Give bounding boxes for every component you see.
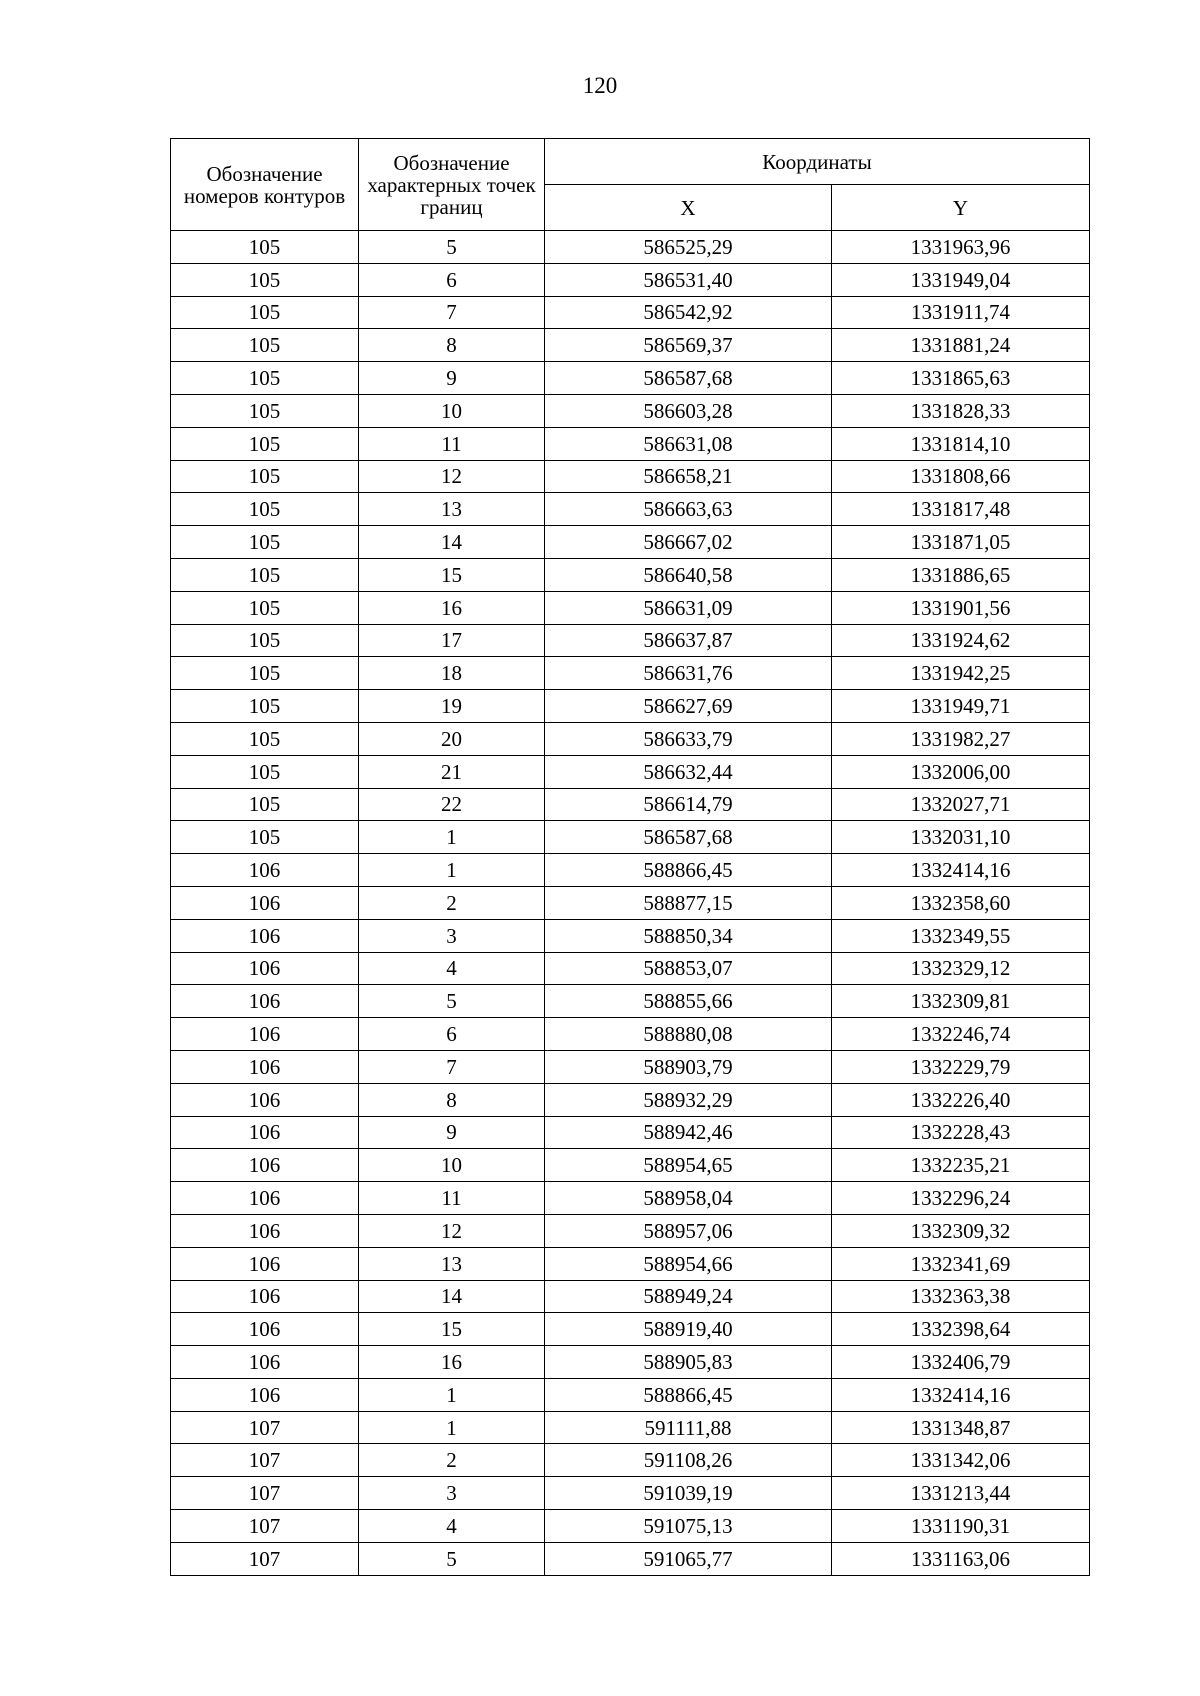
cell-contour-number: 106 bbox=[171, 1116, 359, 1149]
cell-contour-number: 106 bbox=[171, 886, 359, 919]
cell-point-number: 5 bbox=[359, 231, 545, 264]
cell-y-coordinate: 1331901,56 bbox=[832, 591, 1090, 624]
table-row bbox=[171, 952, 1090, 985]
cell-y-coordinate: 1332006,00 bbox=[832, 755, 1090, 788]
cell-point-number: 14 bbox=[359, 1280, 545, 1313]
cell-point-number: 9 bbox=[359, 1116, 545, 1149]
cell-x-coordinate: 586614,79 bbox=[545, 788, 832, 821]
cell-contour-number: 105 bbox=[171, 427, 359, 460]
cell-y-coordinate: 1332226,40 bbox=[832, 1083, 1090, 1116]
cell-contour-number: 105 bbox=[171, 690, 359, 723]
cell-y-coordinate: 1331808,66 bbox=[832, 460, 1090, 493]
cell-contour-number: 105 bbox=[171, 362, 359, 395]
cell-point-number: 10 bbox=[359, 1149, 545, 1182]
cell-point-number: 22 bbox=[359, 788, 545, 821]
cell-x-coordinate: 588855,66 bbox=[545, 985, 832, 1018]
cell-y-coordinate: 1332414,16 bbox=[832, 1378, 1090, 1411]
cell-x-coordinate: 586667,02 bbox=[545, 526, 832, 559]
table-row bbox=[171, 1346, 1090, 1379]
cell-x-coordinate: 586587,68 bbox=[545, 362, 832, 395]
cell-contour-number: 106 bbox=[171, 1050, 359, 1083]
cell-contour-number: 106 bbox=[171, 1346, 359, 1379]
cell-point-number: 16 bbox=[359, 1346, 545, 1379]
cell-contour-number: 105 bbox=[171, 296, 359, 329]
cell-contour-number: 105 bbox=[171, 821, 359, 854]
table-row bbox=[171, 821, 1090, 854]
table-row bbox=[171, 1411, 1090, 1444]
cell-x-coordinate: 588932,29 bbox=[545, 1083, 832, 1116]
cell-y-coordinate: 1331871,05 bbox=[832, 526, 1090, 559]
table-row bbox=[171, 362, 1090, 395]
cell-point-number: 6 bbox=[359, 263, 545, 296]
cell-x-coordinate: 586632,44 bbox=[545, 755, 832, 788]
cell-x-coordinate: 588850,34 bbox=[545, 919, 832, 952]
cell-x-coordinate: 588958,04 bbox=[545, 1182, 832, 1215]
cell-x-coordinate: 591075,13 bbox=[545, 1510, 832, 1543]
cell-contour-number: 105 bbox=[171, 558, 359, 591]
cell-x-coordinate: 586542,92 bbox=[545, 296, 832, 329]
table-row bbox=[171, 985, 1090, 1018]
table-row bbox=[171, 1510, 1090, 1543]
table-row bbox=[171, 231, 1090, 264]
table-row bbox=[171, 919, 1090, 952]
cell-y-coordinate: 1332027,71 bbox=[832, 788, 1090, 821]
cell-contour-number: 105 bbox=[171, 231, 359, 264]
cell-contour-number: 105 bbox=[171, 460, 359, 493]
cell-point-number: 2 bbox=[359, 886, 545, 919]
cell-x-coordinate: 586603,28 bbox=[545, 394, 832, 427]
table-body bbox=[171, 231, 1090, 1576]
cell-contour-number: 105 bbox=[171, 263, 359, 296]
cell-x-coordinate: 588903,79 bbox=[545, 1050, 832, 1083]
cell-contour-number: 105 bbox=[171, 591, 359, 624]
cell-x-coordinate: 591111,88 bbox=[545, 1411, 832, 1444]
cell-contour-number: 106 bbox=[171, 1214, 359, 1247]
table-row bbox=[171, 460, 1090, 493]
table-row bbox=[171, 657, 1090, 690]
cell-y-coordinate: 1331190,31 bbox=[832, 1510, 1090, 1543]
cell-contour-number: 106 bbox=[171, 985, 359, 1018]
table-row bbox=[171, 1542, 1090, 1575]
cell-y-coordinate: 1331342,06 bbox=[832, 1444, 1090, 1477]
cell-contour-number: 106 bbox=[171, 952, 359, 985]
cell-y-coordinate: 1331817,48 bbox=[832, 493, 1090, 526]
cell-y-coordinate: 1331881,24 bbox=[832, 329, 1090, 362]
cell-point-number: 6 bbox=[359, 1018, 545, 1051]
cell-x-coordinate: 586640,58 bbox=[545, 558, 832, 591]
table-row bbox=[171, 1313, 1090, 1346]
table-row bbox=[171, 624, 1090, 657]
header-boundary-points: Обозначение характерных точек границ bbox=[359, 139, 545, 231]
cell-contour-number: 105 bbox=[171, 657, 359, 690]
cell-y-coordinate: 1332363,38 bbox=[832, 1280, 1090, 1313]
cell-x-coordinate: 588853,07 bbox=[545, 952, 832, 985]
table-row bbox=[171, 1116, 1090, 1149]
cell-x-coordinate: 588866,45 bbox=[545, 854, 832, 887]
cell-x-coordinate: 588949,24 bbox=[545, 1280, 832, 1313]
cell-point-number: 13 bbox=[359, 493, 545, 526]
table-row bbox=[171, 1247, 1090, 1280]
cell-point-number: 1 bbox=[359, 821, 545, 854]
cell-contour-number: 107 bbox=[171, 1510, 359, 1543]
cell-point-number: 2 bbox=[359, 1444, 545, 1477]
cell-x-coordinate: 586587,68 bbox=[545, 821, 832, 854]
cell-y-coordinate: 1331213,44 bbox=[832, 1477, 1090, 1510]
cell-point-number: 17 bbox=[359, 624, 545, 657]
cell-point-number: 10 bbox=[359, 394, 545, 427]
cell-point-number: 5 bbox=[359, 985, 545, 1018]
cell-point-number: 8 bbox=[359, 1083, 545, 1116]
cell-x-coordinate: 586633,79 bbox=[545, 722, 832, 755]
cell-point-number: 18 bbox=[359, 657, 545, 690]
cell-x-coordinate: 586631,08 bbox=[545, 427, 832, 460]
cell-contour-number: 105 bbox=[171, 329, 359, 362]
cell-x-coordinate: 591065,77 bbox=[545, 1542, 832, 1575]
table-row bbox=[171, 493, 1090, 526]
header-x: X bbox=[545, 185, 832, 231]
cell-point-number: 4 bbox=[359, 952, 545, 985]
cell-contour-number: 106 bbox=[171, 1149, 359, 1182]
cell-point-number: 1 bbox=[359, 1378, 545, 1411]
cell-x-coordinate: 586663,63 bbox=[545, 493, 832, 526]
cell-point-number: 13 bbox=[359, 1247, 545, 1280]
cell-contour-number: 105 bbox=[171, 755, 359, 788]
cell-point-number: 21 bbox=[359, 755, 545, 788]
cell-point-number: 3 bbox=[359, 919, 545, 952]
table-row bbox=[171, 263, 1090, 296]
cell-y-coordinate: 1331163,06 bbox=[832, 1542, 1090, 1575]
cell-y-coordinate: 1332031,10 bbox=[832, 821, 1090, 854]
table-row bbox=[171, 1050, 1090, 1083]
table-row bbox=[171, 296, 1090, 329]
cell-contour-number: 106 bbox=[171, 1247, 359, 1280]
cell-x-coordinate: 588942,46 bbox=[545, 1116, 832, 1149]
cell-point-number: 12 bbox=[359, 1214, 545, 1247]
table-row bbox=[171, 690, 1090, 723]
cell-y-coordinate: 1332228,43 bbox=[832, 1116, 1090, 1149]
page-number: 120 bbox=[582, 73, 618, 98]
table-row bbox=[171, 329, 1090, 362]
table-row bbox=[171, 755, 1090, 788]
cell-contour-number: 106 bbox=[171, 1280, 359, 1313]
cell-contour-number: 107 bbox=[171, 1444, 359, 1477]
cell-point-number: 11 bbox=[359, 427, 545, 460]
cell-x-coordinate: 586627,69 bbox=[545, 690, 832, 723]
header-contour-numbers: Обозначение номеров контуров bbox=[171, 139, 359, 231]
cell-y-coordinate: 1331911,74 bbox=[832, 296, 1090, 329]
cell-y-coordinate: 1332296,24 bbox=[832, 1182, 1090, 1215]
cell-x-coordinate: 586531,40 bbox=[545, 263, 832, 296]
table-row bbox=[171, 722, 1090, 755]
cell-y-coordinate: 1332329,12 bbox=[832, 952, 1090, 985]
cell-y-coordinate: 1332398,64 bbox=[832, 1313, 1090, 1346]
cell-y-coordinate: 1332349,55 bbox=[832, 919, 1090, 952]
cell-x-coordinate: 588954,66 bbox=[545, 1247, 832, 1280]
cell-y-coordinate: 1331924,62 bbox=[832, 624, 1090, 657]
cell-point-number: 11 bbox=[359, 1182, 545, 1215]
table-row bbox=[171, 558, 1090, 591]
cell-contour-number: 105 bbox=[171, 722, 359, 755]
cell-contour-number: 106 bbox=[171, 1378, 359, 1411]
cell-point-number: 16 bbox=[359, 591, 545, 624]
cell-y-coordinate: 1331963,96 bbox=[832, 231, 1090, 264]
table-row bbox=[171, 1083, 1090, 1116]
cell-x-coordinate: 586637,87 bbox=[545, 624, 832, 657]
coordinates-table bbox=[170, 138, 1090, 1576]
cell-x-coordinate: 591108,26 bbox=[545, 1444, 832, 1477]
cell-contour-number: 107 bbox=[171, 1477, 359, 1510]
cell-point-number: 15 bbox=[359, 1313, 545, 1346]
table-row bbox=[171, 1149, 1090, 1182]
cell-contour-number: 105 bbox=[171, 493, 359, 526]
table-row bbox=[171, 591, 1090, 624]
cell-point-number: 14 bbox=[359, 526, 545, 559]
table-header bbox=[171, 139, 1090, 231]
cell-point-number: 12 bbox=[359, 460, 545, 493]
cell-y-coordinate: 1331828,33 bbox=[832, 394, 1090, 427]
cell-point-number: 7 bbox=[359, 296, 545, 329]
cell-point-number: 1 bbox=[359, 854, 545, 887]
cell-x-coordinate: 588877,15 bbox=[545, 886, 832, 919]
cell-x-coordinate: 588919,40 bbox=[545, 1313, 832, 1346]
cell-contour-number: 107 bbox=[171, 1542, 359, 1575]
table-row bbox=[171, 1444, 1090, 1477]
table-row bbox=[171, 1018, 1090, 1051]
cell-x-coordinate: 588905,83 bbox=[545, 1346, 832, 1379]
cell-x-coordinate: 591039,19 bbox=[545, 1477, 832, 1510]
cell-x-coordinate: 588954,65 bbox=[545, 1149, 832, 1182]
header-y: Y bbox=[832, 185, 1090, 231]
cell-contour-number: 105 bbox=[171, 624, 359, 657]
cell-y-coordinate: 1332246,74 bbox=[832, 1018, 1090, 1051]
cell-point-number: 20 bbox=[359, 722, 545, 755]
cell-contour-number: 106 bbox=[171, 854, 359, 887]
cell-contour-number: 105 bbox=[171, 394, 359, 427]
header-coordinates: Координаты bbox=[545, 139, 1090, 185]
cell-y-coordinate: 1331942,25 bbox=[832, 657, 1090, 690]
cell-y-coordinate: 1331949,71 bbox=[832, 690, 1090, 723]
table-row bbox=[171, 427, 1090, 460]
cell-point-number: 7 bbox=[359, 1050, 545, 1083]
cell-contour-number: 105 bbox=[171, 788, 359, 821]
cell-y-coordinate: 1331348,87 bbox=[832, 1411, 1090, 1444]
cell-y-coordinate: 1331886,65 bbox=[832, 558, 1090, 591]
cell-contour-number: 107 bbox=[171, 1411, 359, 1444]
cell-contour-number: 106 bbox=[171, 919, 359, 952]
table-row bbox=[171, 394, 1090, 427]
cell-x-coordinate: 588880,08 bbox=[545, 1018, 832, 1051]
table-row bbox=[171, 1182, 1090, 1215]
cell-y-coordinate: 1332309,32 bbox=[832, 1214, 1090, 1247]
cell-y-coordinate: 1332229,79 bbox=[832, 1050, 1090, 1083]
cell-x-coordinate: 588957,06 bbox=[545, 1214, 832, 1247]
cell-point-number: 1 bbox=[359, 1411, 545, 1444]
cell-x-coordinate: 586631,09 bbox=[545, 591, 832, 624]
cell-point-number: 8 bbox=[359, 329, 545, 362]
cell-x-coordinate: 586658,21 bbox=[545, 460, 832, 493]
cell-x-coordinate: 586569,37 bbox=[545, 329, 832, 362]
table-row bbox=[171, 788, 1090, 821]
cell-y-coordinate: 1332406,79 bbox=[832, 1346, 1090, 1379]
cell-y-coordinate: 1331865,63 bbox=[832, 362, 1090, 395]
table-row bbox=[171, 886, 1090, 919]
cell-y-coordinate: 1332341,69 bbox=[832, 1247, 1090, 1280]
cell-y-coordinate: 1331982,27 bbox=[832, 722, 1090, 755]
cell-point-number: 9 bbox=[359, 362, 545, 395]
cell-x-coordinate: 586631,76 bbox=[545, 657, 832, 690]
cell-point-number: 3 bbox=[359, 1477, 545, 1510]
cell-y-coordinate: 1332309,81 bbox=[832, 985, 1090, 1018]
cell-x-coordinate: 586525,29 bbox=[545, 231, 832, 264]
cell-contour-number: 106 bbox=[171, 1182, 359, 1215]
cell-point-number: 15 bbox=[359, 558, 545, 591]
cell-point-number: 4 bbox=[359, 1510, 545, 1543]
cell-y-coordinate: 1331814,10 bbox=[832, 427, 1090, 460]
table-row bbox=[171, 1477, 1090, 1510]
cell-point-number: 19 bbox=[359, 690, 545, 723]
cell-y-coordinate: 1331949,04 bbox=[832, 263, 1090, 296]
table-row bbox=[171, 1214, 1090, 1247]
cell-y-coordinate: 1332414,16 bbox=[832, 854, 1090, 887]
cell-y-coordinate: 1332358,60 bbox=[832, 886, 1090, 919]
table-row bbox=[171, 526, 1090, 559]
cell-contour-number: 106 bbox=[171, 1313, 359, 1346]
table-row bbox=[171, 854, 1090, 887]
cell-point-number: 5 bbox=[359, 1542, 545, 1575]
cell-contour-number: 106 bbox=[171, 1018, 359, 1051]
cell-x-coordinate: 588866,45 bbox=[545, 1378, 832, 1411]
cell-y-coordinate: 1332235,21 bbox=[832, 1149, 1090, 1182]
cell-contour-number: 105 bbox=[171, 526, 359, 559]
table-row bbox=[171, 1280, 1090, 1313]
table-row bbox=[171, 1378, 1090, 1411]
cell-contour-number: 106 bbox=[171, 1083, 359, 1116]
